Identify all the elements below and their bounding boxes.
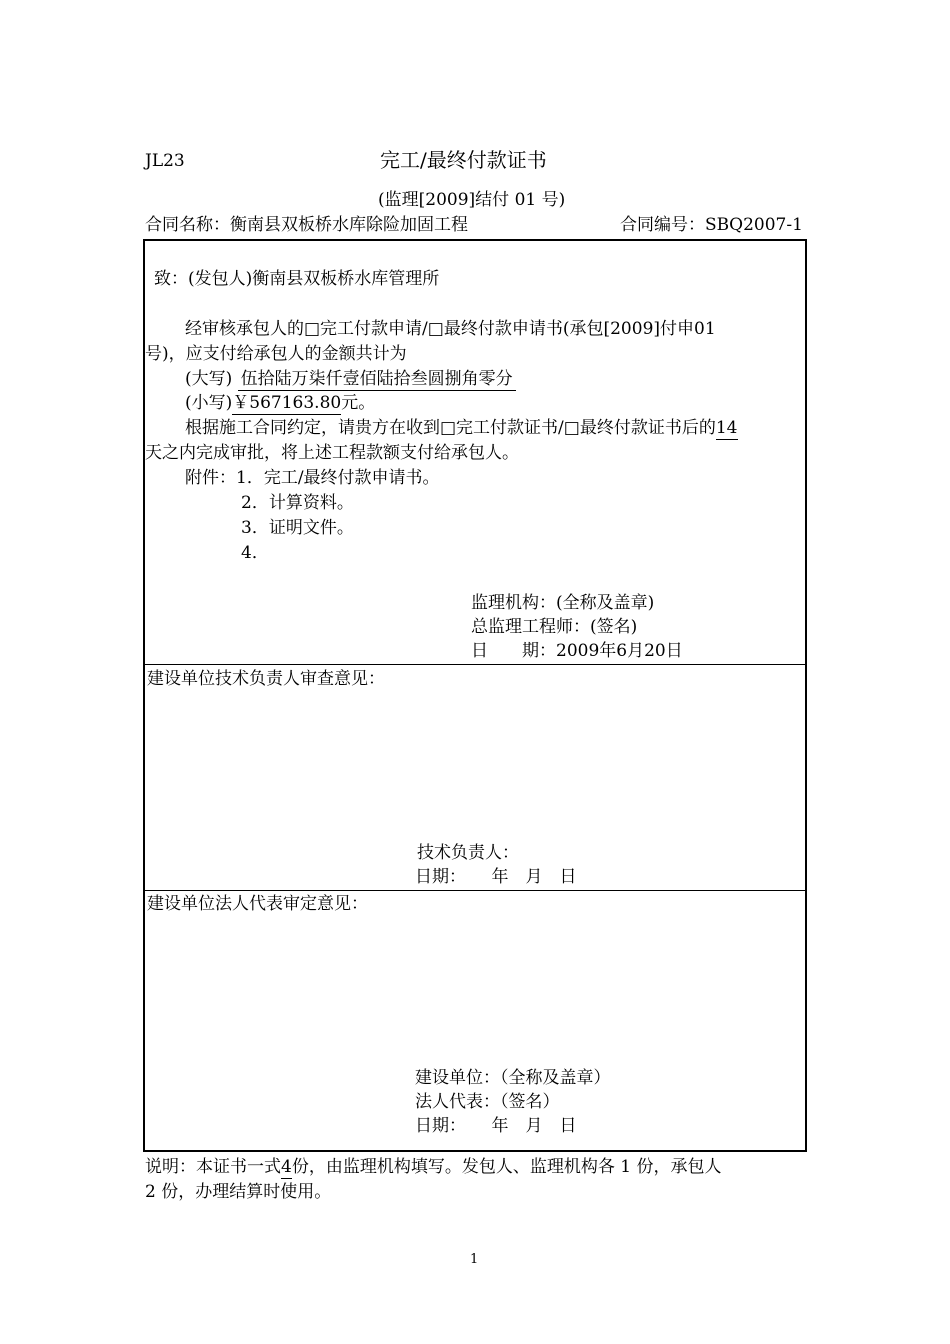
tech-lead-signature: 技术负责人：: [417, 843, 519, 863]
contract-name: [145, 214, 468, 236]
contract-number: [620, 214, 803, 236]
amount-in-words-label: (大写): [185, 369, 233, 389]
recipient-line: 致：(发包人)衡南县双板桥水库管理所: [154, 269, 440, 289]
chief-engineer-signature: 总监理工程师：(签名): [471, 617, 638, 637]
approval-paragraph-line2: 号)，应支付给承包人的金额共计为: [145, 344, 407, 364]
contract-number-value: SBQ2007-1: [705, 215, 803, 235]
page-number: 1: [470, 1252, 479, 1267]
tech-review-title: 建设单位技术负责人审查意见：: [147, 669, 385, 689]
attachment-item: 3．证明文件。: [241, 518, 354, 538]
form-code: JL23: [145, 151, 185, 171]
tech-review-date: 日期： 年 月 日: [415, 867, 577, 887]
section-divider-1: [143, 664, 807, 665]
copies-count: 4: [281, 1157, 292, 1177]
payment-terms-line1: [185, 417, 738, 440]
amount-in-words-value: 伍拾陆万柒仟壹佰陆拾叁圆捌角零分: [238, 368, 516, 391]
payment-days: 14: [715, 418, 738, 438]
approval-paragraph-line1: 经审核承包人的□完工付款申请/□最终付款申请书(承包[2009]付申01: [185, 319, 716, 339]
contract-name-label: 合同名称：: [145, 215, 230, 235]
note-line2: 2 份，办理结算时使用。: [145, 1182, 332, 1202]
attachment-item: 2．计算资料。: [241, 493, 354, 513]
supervisor-org: 监理机构：(全称及盖章): [471, 593, 655, 613]
legal-rep-signature: 法人代表：（签名）: [415, 1092, 560, 1112]
amount-in-figures-suffix: 元。: [341, 393, 376, 413]
attachments-label: [185, 467, 440, 489]
attachment-item: 4．: [241, 543, 269, 563]
legal-rep-date: 日期： 年 月 日: [415, 1116, 577, 1136]
contract-name-value: 衡南县双板桥水库除险加固工程: [230, 215, 468, 235]
date-label: 日 期：: [471, 641, 556, 661]
amount-in-figures-value: ￥567163.80: [232, 393, 342, 413]
date-value: 2009年6月20日: [556, 641, 683, 661]
construction-unit: 建设单位：（全称及盖章）: [415, 1068, 611, 1088]
note-text: 说明：本证书一式: [145, 1157, 281, 1177]
attachments-heading: 附件：: [185, 468, 236, 488]
page-title: 完工/最终付款证书: [380, 148, 547, 172]
note-text: 份，由监理机构填写。发包人、监理机构各 1 份，承包人: [291, 1157, 722, 1177]
document-number: (监理[2009]结付 01 号): [378, 190, 566, 210]
payment-terms-text: 根据施工合同约定，请贵方在收到□完工付款证书/□最终付款证书后的: [185, 418, 716, 438]
legal-rep-review-title: 建设单位法人代表审定意见：: [147, 894, 368, 914]
attachment-item: 1．完工/最终付款申请书。: [236, 468, 440, 488]
amount-in-words: [185, 368, 516, 391]
amount-in-figures: [185, 392, 375, 415]
amount-in-figures-label: (小写): [185, 393, 233, 413]
section1-date: [471, 640, 683, 662]
section-divider-2: [143, 890, 807, 891]
contract-number-label: 合同编号：: [620, 215, 705, 235]
note-line1: [145, 1156, 721, 1179]
payment-terms-line2: 天之内完成审批，将上述工程款额支付给承包人。: [145, 443, 519, 463]
